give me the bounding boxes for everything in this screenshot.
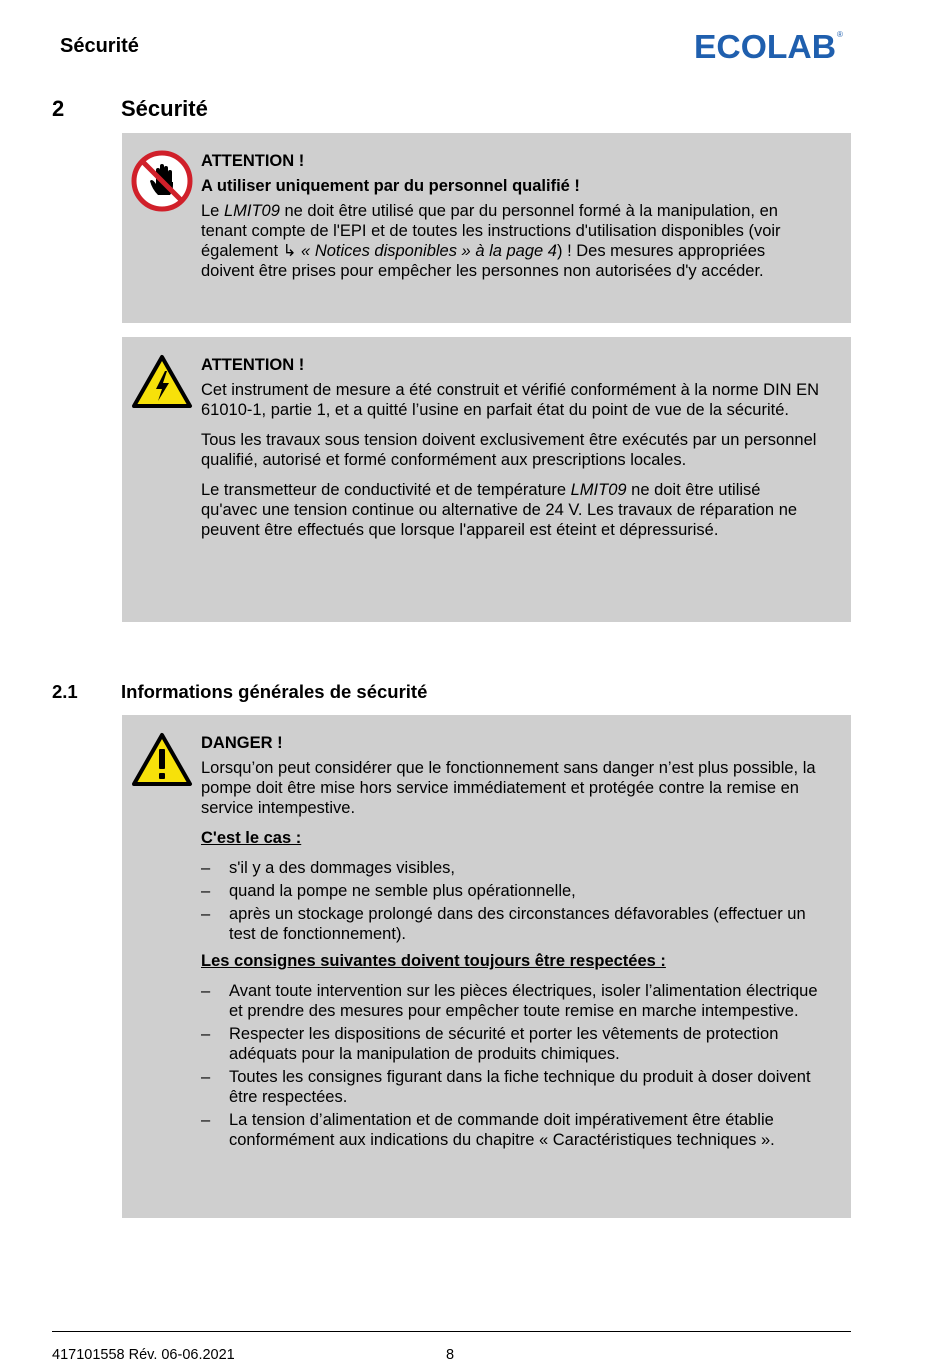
footer-divider <box>52 1331 851 1332</box>
list-item: – après un stockage prolongé dans des circonstances défavorables (effectuer un test de fonctionnement). <box>201 905 806 943</box>
list-item: – s'il y a des dommages visibles, <box>201 859 455 877</box>
box3-rules-title: Les consignes suivantes doivent toujours être respectées : <box>201 952 666 970</box>
box2-content <box>201 355 821 540</box>
box3-intro: Lorsqu’on peut considérer que le fonctionnement sans danger n’est plus possible, la pompe doit être mise hors service immédiatement et protégée contre la remise en service intempestive. <box>201 759 816 817</box>
box2-paragraph-3: Le transmetteur de conductivité et de température LMIT09 ne doit être utilisé qu'avec une tension continue ou alternative de 24 V. Les travaux de réparation ne peuvent être effectués que lorsque l'appareil est éteint et dépressurisé. <box>201 481 798 539</box>
attention-box-qualified-personnel <box>122 133 851 323</box>
general-danger-warning-icon <box>131 732 193 788</box>
box2-heading: ATTENTION ! <box>201 356 305 374</box>
box1-subheading: A utiliser uniquement par du personnel qualifié ! <box>201 177 580 195</box>
box2-paragraph-2: Tous les travaux sous tension doivent exclusivement être exécutés par un personnel qualifié, autorisé et formé conformément aux prescriptions locales. <box>201 431 817 469</box>
box1-content <box>201 151 821 281</box>
no-entry-hand-icon <box>131 150 193 212</box>
list-item: – Respecter les dispositions de sécurité et porter les vêtements de protection adéquats pour la manipulation de produits chimiques. <box>201 1025 779 1063</box>
box3-heading: DANGER ! <box>201 734 283 752</box>
box1-text: Le LMIT09 ne doit être utilisé que par du personnel formé à la manipulation, en tenant compte de l'EPI et de toutes les instructions d'utilisation disponibles (voir également ↳ « Notices disponibles » à la page 4) ! Des mesures appropriées doivent être prises pour empêcher les personnes non autorisées d'y accéder. <box>201 202 781 280</box>
high-voltage-warning-icon <box>131 354 193 410</box>
section-title: Sécurité <box>121 96 208 121</box>
footer-doc-reference: 417101558 Rév. 06-06.2021 <box>52 1347 235 1362</box>
subsection-title: Informations générales de sécurité <box>121 681 428 702</box>
section-number: 2 <box>52 96 65 121</box>
list-item: – La tension d’alimentation et de commande doit impérativement être établie conformément aux indications du chapitre « Caractéristiques techniques ». <box>201 1111 775 1149</box>
attention-box-electrical <box>122 337 851 622</box>
rules-list <box>201 981 821 1150</box>
box3-content <box>201 733 821 1153</box>
logo-registered-mark: ® <box>837 30 843 39</box>
box1-heading: ATTENTION ! <box>201 152 305 170</box>
danger-box <box>122 715 851 1218</box>
list-item: – quand la pompe ne semble plus opérationnelle, <box>201 882 576 900</box>
list-item: – Avant toute intervention sur les pièces électriques, isoler l’alimentation électrique et prendre des mesures pour empêcher toute remise en marche intempestive. <box>201 982 818 1020</box>
running-header-title: Sécurité <box>60 35 139 57</box>
list-item: – Toutes les consignes figurant dans la fiche technique du produit à doser doivent être respectées. <box>201 1068 811 1106</box>
ecolab-logo <box>694 28 844 62</box>
box2-paragraph-1: Cet instrument de mesure a été construit et vérifié conformément à la norme DIN EN 61010-1, partie 1, et a quitté l’usine en parfait état du point de vue de la sécurité. <box>201 381 820 419</box>
cross-reference-arrow-icon: ↳ <box>282 242 297 260</box>
cases-list <box>201 858 821 944</box>
logo-text: ECOLAB <box>694 28 836 62</box>
subsection-number: 2.1 <box>52 681 78 702</box>
box3-cases-title: C'est le cas : <box>201 829 302 847</box>
cross-reference-link[interactable]: « Notices disponibles » à la page 4 <box>296 242 557 260</box>
footer-page-number: 8 <box>446 1347 455 1362</box>
